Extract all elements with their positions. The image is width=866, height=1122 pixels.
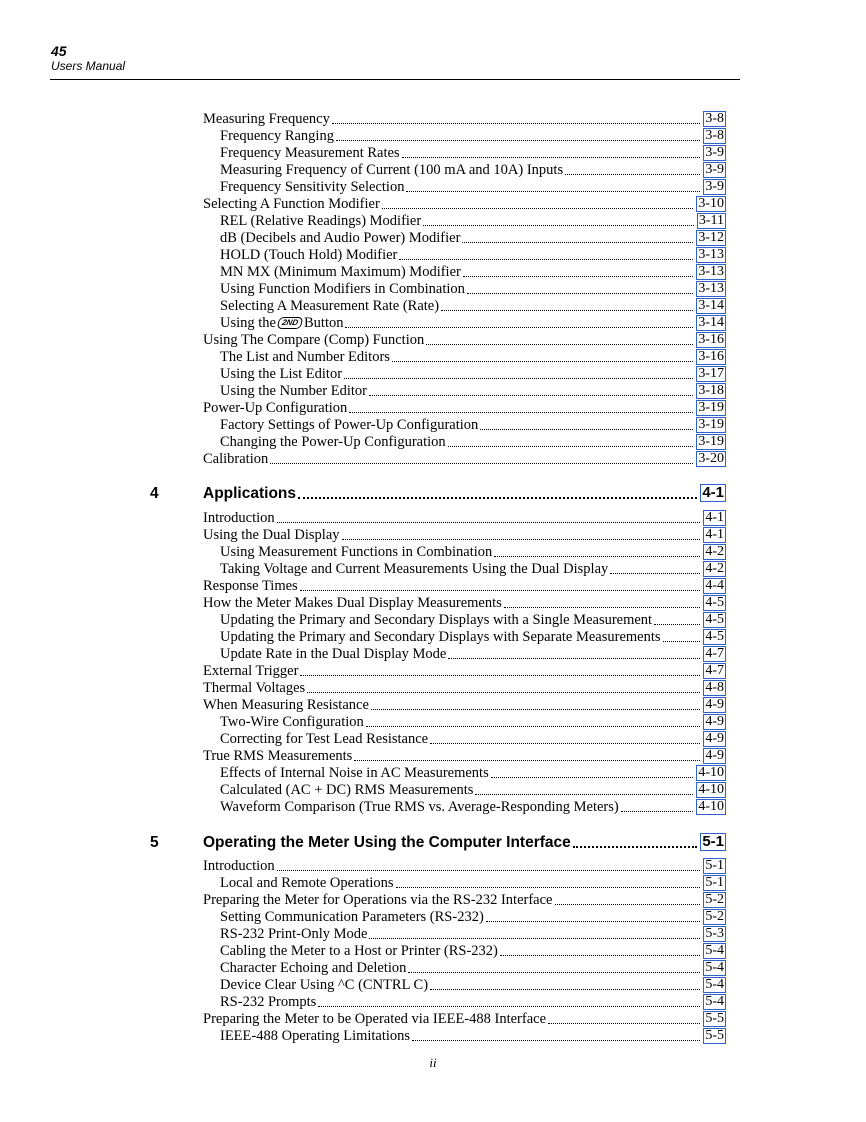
toc-entry-title: Using The Compare (Comp) Function [203,332,425,348]
toc-entry[interactable] [203,179,726,196]
dot-leader [336,140,700,141]
toc-entry[interactable] [203,213,726,230]
dot-leader [548,1023,700,1024]
toc-entry-title: External Trigger [203,663,299,679]
dot-leader [396,887,701,888]
toc-entry-title: Character Echoing and Deletion [220,960,407,976]
toc-chapter-5[interactable] [150,832,726,852]
page-link[interactable]: 4-9 [705,731,724,746]
dot-leader [463,276,693,277]
dot-leader [369,938,700,939]
second-key-icon: 2ND [277,317,304,329]
toc-entry-title: Selecting A Function Modifier [203,196,380,212]
dot-leader [467,293,693,294]
toc-entry-title: Two-Wire Configuration [220,714,364,730]
toc-entry[interactable] [203,782,726,799]
toc-entry[interactable] [203,561,726,578]
toc-entry[interactable] [203,332,726,349]
toc-entry[interactable] [203,612,726,629]
dot-leader [345,327,693,328]
toc-entry[interactable] [203,366,726,383]
toc-entry[interactable] [203,909,726,926]
toc-entry-title: Using Measurement Functions in Combination [220,544,493,560]
toc-entry[interactable] [203,875,726,892]
toc-entry[interactable] [203,629,726,646]
page-link[interactable]: 5-4 [705,977,724,992]
toc-entry-title-pre: Using the [220,315,276,331]
page-link[interactable]: 4-10 [698,799,724,814]
page-link[interactable]: 5-4 [705,960,724,975]
dot-leader [448,446,694,447]
chapter-number: 4 [150,485,159,502]
dot-leader [349,412,693,413]
toc-entry[interactable] [203,162,726,179]
dot-leader [382,208,694,209]
toc-entry-title: Measuring Frequency of Current (100 mA and 10A) Inputs [220,162,564,178]
toc-entry-title: MN MX (Minimum Maximum) Modifier [220,264,461,280]
page-link[interactable]: 3-18 [698,383,724,398]
chapter-title: Applications [203,485,297,502]
dot-leader [332,123,700,124]
dot-leader [277,870,701,871]
toc-entry-title: Taking Voltage and Current Measurements Using the Dual Display [220,561,609,577]
dot-leader [277,522,701,523]
page-link[interactable]: 3-13 [698,281,724,296]
dot-leader [573,846,698,848]
toc-entry-title: RS-232 Prompts [220,994,317,1010]
toc-entry-title: Cabling the Meter to a Host or Printer (RS-232) [220,943,498,959]
page-link[interactable]: 3-19 [698,434,724,449]
page-link[interactable]: 4-10 [698,782,724,797]
toc-entry[interactable] [203,128,726,145]
toc-entry[interactable] [203,281,726,298]
page-link[interactable]: 5-1 [705,875,724,890]
toc-entry[interactable] [203,510,726,527]
toc-entry-title: Calibration [203,451,269,467]
page-link[interactable]: 5-5 [705,1011,724,1026]
page-link[interactable]: 3-16 [698,349,724,364]
toc-entry[interactable] [203,145,726,162]
dot-leader [555,904,701,905]
toc-entry-title: Frequency Ranging [220,128,334,144]
dot-leader [423,225,694,226]
toc-entry-title-post: Button [304,315,344,331]
page-link[interactable]: 3-9 [705,179,724,194]
toc-entry[interactable] [203,943,726,960]
toc-entry-title: Measuring Frequency [203,111,330,127]
page-link[interactable]: 4-10 [698,765,724,780]
dot-leader [426,344,693,345]
page-link[interactable]: 3-19 [698,417,724,432]
toc-entry[interactable] [203,697,726,714]
dot-leader [504,607,701,608]
page-link[interactable]: 3-14 [698,298,724,313]
toc-entry[interactable] [203,748,726,765]
toc-entry[interactable] [203,196,726,213]
toc-entry-title [220,315,343,332]
page-link[interactable]: 4-7 [705,663,724,678]
dot-leader [300,675,700,676]
dot-leader [406,191,700,192]
page-link[interactable]: 3-8 [705,111,724,126]
toc-section-chapter3 [203,111,726,468]
page-link[interactable]: 5-4 [705,943,724,958]
dot-leader [610,573,700,574]
toc-entry-title: Preparing the Meter to be Operated via IEEE-488 Interface [203,1011,547,1027]
toc-entry-title: Factory Settings of Power-Up Configuration [220,417,479,433]
page-link[interactable]: 5-1 [705,858,724,873]
toc-entry-title: RS-232 Print-Only Mode [220,926,368,942]
page-link[interactable]: 5-1 [702,833,724,850]
page-link[interactable]: 4-2 [705,544,724,559]
page-link[interactable]: 4-5 [705,629,724,644]
toc-entry-title: Using the Number Editor [220,383,367,399]
dot-leader [486,921,701,922]
dot-leader [462,242,693,243]
toc-entry-title: How the Meter Makes Dual Display Measurements [203,595,502,611]
toc-entry-title: Response Times [203,578,298,594]
toc-section-chapter5 [203,858,726,1045]
toc-entry-title: Introduction [203,510,275,526]
page-link[interactable]: 3-20 [698,451,724,466]
dot-leader [270,463,693,464]
page-link[interactable]: 5-4 [705,994,724,1009]
toc-entry[interactable] [203,247,726,264]
toc-entry-title: Selecting A Measurement Rate (Rate) [220,298,440,314]
toc-entry-title: Correcting for Test Lead Resistance [220,731,429,747]
toc-entry-title: IEEE-488 Operating Limitations [220,1028,411,1044]
dot-leader [318,1006,700,1007]
dot-leader [298,497,697,499]
toc-entry[interactable] [203,765,726,782]
toc-entry[interactable] [203,663,726,680]
page-header [51,43,125,73]
dot-leader [663,641,701,642]
toc-entry-title: Waveform Comparison (True RMS vs. Average-Responding Meters) [220,799,619,815]
toc-entry[interactable] [203,230,726,247]
toc-entry-title: Updating the Primary and Secondary Displays with Separate Measurements [220,629,661,645]
page-number-footer: ii [429,1055,437,1070]
dot-leader [344,378,693,379]
toc-entry-title: When Measuring Resistance [203,697,369,713]
toc-entry[interactable] [203,595,726,612]
toc-entry-title: Update Rate in the Dual Display Mode [220,646,447,662]
toc-entry-title: Device Clear Using ^C (CNTRL C) [220,977,429,993]
toc-entry[interactable] [203,926,726,943]
toc-entry[interactable] [203,714,726,731]
toc-entry-title: True RMS Measurements [203,748,353,764]
toc-entry-title: Calculated (AC + DC) RMS Measurements [220,782,474,798]
dot-leader [402,157,701,158]
dot-leader [441,310,693,311]
toc-entry[interactable] [203,1011,726,1028]
toc-entry[interactable] [203,434,726,451]
toc-entry-title: Using the Dual Display [203,527,340,543]
toc-section-chapter4 [203,510,726,816]
toc-entry[interactable] [203,680,726,697]
page-link[interactable]: 4-7 [705,646,724,661]
toc-entry-title: Using Function Modifiers in Combination [220,281,465,297]
page-link[interactable]: 3-8 [705,128,724,143]
toc-entry[interactable] [203,400,726,417]
toc-entry-title: Introduction [203,858,275,874]
dot-leader [366,726,701,727]
dot-leader [491,777,694,778]
page-link[interactable]: 4-1 [702,484,724,501]
page-link[interactable]: 4-2 [705,561,724,576]
toc-entry-title: Preparing the Meter for Operations via the RS-232 Interface [203,892,553,908]
page-link[interactable]: 3-14 [698,315,724,330]
dot-leader [430,743,700,744]
toc-entry[interactable] [203,544,726,561]
dot-leader [354,760,700,761]
toc-entry[interactable] [203,264,726,281]
toc-entry[interactable] [203,646,726,663]
page-link[interactable]: 5-2 [705,909,724,924]
dot-leader [430,989,700,990]
page-link[interactable]: 3-16 [698,332,724,347]
dot-leader [342,539,701,540]
toc-entry[interactable] [203,527,726,544]
page-link[interactable]: 4-1 [705,510,724,525]
toc-entry-title: HOLD (Touch Hold) Modifier [220,247,398,263]
page-link[interactable]: 4-9 [705,748,724,763]
toc-entry[interactable] [203,349,726,366]
chapter-title: Operating the Meter Using the Computer Interface [203,834,571,851]
toc-entry[interactable] [203,799,726,816]
page-link[interactable]: 4-9 [705,714,724,729]
dot-leader [448,658,700,659]
dot-leader [392,361,693,362]
toc-entry[interactable] [203,417,726,434]
dot-leader [621,811,694,812]
toc-entry[interactable] [203,977,726,994]
toc-entry-title: Using the List Editor [220,366,343,382]
toc-entry-title: Effects of Internal Noise in AC Measurements [220,765,489,781]
page-link[interactable]: 4-5 [705,612,724,627]
toc-entry[interactable] [203,1028,726,1045]
page-link[interactable]: 5-3 [705,926,724,941]
toc-entry[interactable] [203,892,726,909]
dot-leader [371,709,700,710]
page-link[interactable]: 3-9 [705,145,724,160]
toc-entry[interactable] [203,578,726,595]
dot-leader [654,624,700,625]
toc-entry[interactable] [203,383,726,400]
page-link[interactable]: 3-17 [698,366,724,381]
page-link[interactable]: 4-4 [705,578,724,593]
toc-entry[interactable] [203,960,726,977]
toc-entry-title: Changing the Power-Up Configuration [220,434,446,450]
header-rule [50,79,740,80]
page-link[interactable]: 4-9 [705,697,724,712]
page-link[interactable]: 3-13 [698,264,724,279]
toc-entry-title: The List and Number Editors [220,349,390,365]
toc-entry-title: Frequency Sensitivity Selection [220,179,405,195]
toc-entry-title: Setting Communication Parameters (RS-232) [220,909,484,925]
toc-chapter-4[interactable] [150,483,726,503]
dot-leader [494,556,700,557]
dot-leader [369,395,693,396]
toc-entry-title: Local and Remote Operations [220,875,394,891]
page-link[interactable]: 3-19 [698,400,724,415]
toc-entry-title: Power-Up Configuration [203,400,348,416]
toc-entry-title: Thermal Voltages [203,680,306,696]
page-link[interactable]: 5-2 [705,892,724,907]
toc-entry-title: Frequency Measurement Rates [220,145,400,161]
dot-leader [480,429,693,430]
dot-leader [565,174,700,175]
page-link[interactable]: 4-1 [705,527,724,542]
page-link[interactable]: 3-12 [698,230,724,245]
toc-entry[interactable] [203,298,726,315]
page-link[interactable]: 3-9 [705,162,724,177]
dot-leader [300,590,701,591]
chapter-number: 5 [150,834,159,851]
toc-entry-title: REL (Relative Readings) Modifier [220,213,422,229]
page-link[interactable]: 5-5 [705,1028,724,1043]
toc-entry-title: Updating the Primary and Secondary Displays with a Single Measurement [220,612,653,628]
page-link[interactable]: 3-13 [698,247,724,262]
page-link[interactable]: 4-5 [705,595,724,610]
page-link[interactable]: 4-8 [705,680,724,695]
toc-entry[interactable] [203,451,726,468]
manual-number: 45 [51,43,67,59]
toc-entry[interactable] [203,858,726,875]
dot-leader [399,259,693,260]
dot-leader [408,972,700,973]
dot-leader [307,692,700,693]
dot-leader [412,1040,700,1041]
page-link[interactable]: 3-10 [698,196,724,211]
toc-entry[interactable] [203,731,726,748]
toc-entry[interactable] [203,994,726,1011]
manual-subtitle: Users Manual [51,59,126,73]
page-link[interactable]: 3-11 [698,213,724,228]
toc-entry-title: dB (Decibels and Audio Power) Modifier [220,230,461,246]
toc-entry[interactable] [203,315,726,332]
dot-leader [500,955,700,956]
dot-leader [475,794,693,795]
toc-entry[interactable] [203,111,726,128]
